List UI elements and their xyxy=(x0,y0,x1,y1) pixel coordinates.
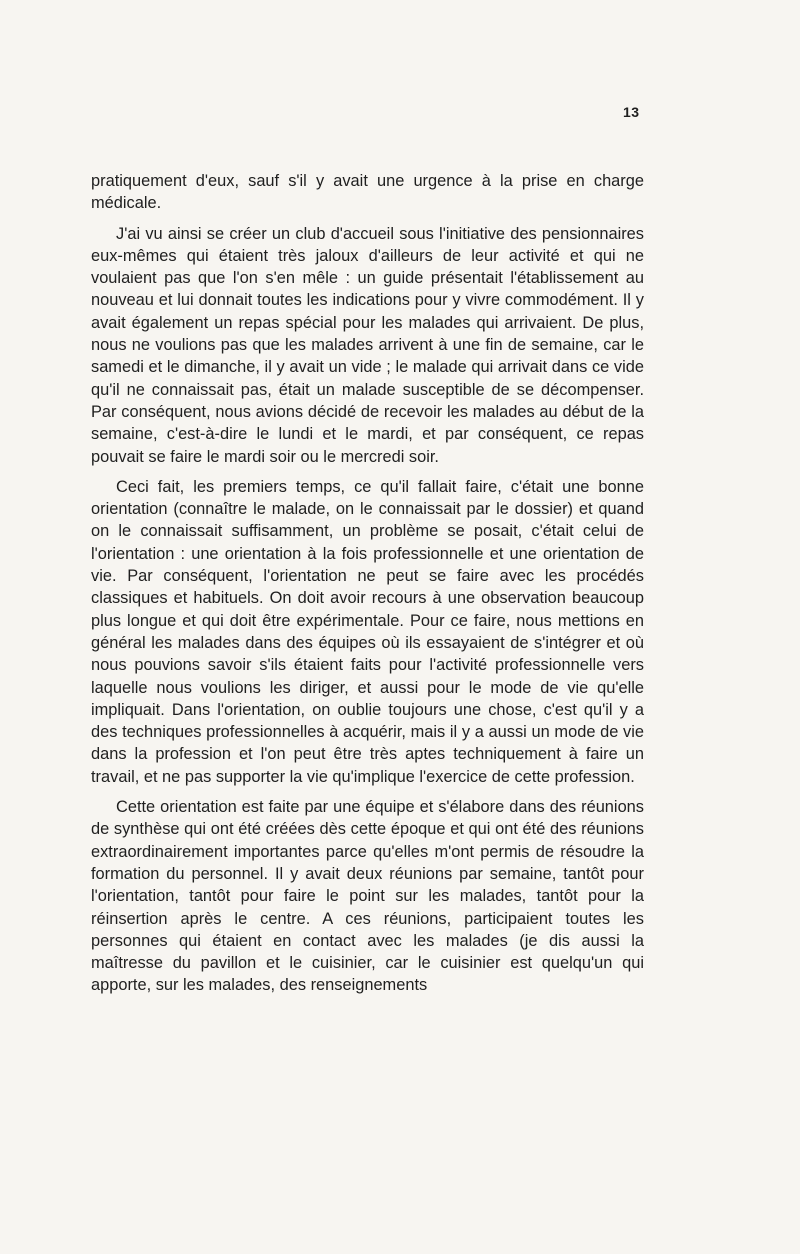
paragraph-2: J'ai vu ainsi se créer un club d'accueil sous l'initiative des pensionnaires eux-mêmes qui étaient très jaloux d'ailleurs de leur activité et qui ne voulaient pas que l'on s'en mêle : un guide présentait l'établissement au nouveau et lui donnait toutes les indications pour y vivre commodément. Il y avait également un repas spécial pour les malades qui arrivaient. De plus, nous ne voulions pas que les malades arrivent à une fin de semaine, car le samedi et le dimanche, il y avait un vide ; le malade qui arrivait dans ce vide qu'il ne connaissait pas, était un malade susceptible de se décompenser. Par conséquent, nous avions décidé de recevoir les malades au début de la semaine, c'est-à-dire le lundi et le mardi, et par conséquent, ce repas pouvait se faire le mardi soir ou le mercredi soir. xyxy=(91,224,644,466)
page-number: 13 xyxy=(623,104,640,120)
body-text xyxy=(91,170,644,997)
paragraph-1: pratiquement d'eux, sauf s'il y avait une urgence à la prise en charge médicale. xyxy=(91,172,644,213)
paragraph-4: Cette orientation est faite par une équipe et s'élabore dans des réunions de synthèse qui ont été créées dès cette époque et qui ont été des réunions extraordinairement importantes parce qu'elles m'ont permis de résoudre la formation du personnel. Il y avait deux réunions par semaine, tantôt pour l'orientation, tantôt pour faire le point sur les malades, tantôt pour la réinsertion après le centre. A ces réunions, participaient toutes les personnes qui étaient en contact avec les malades (je dis aussi la maîtresse du pavillon et le cuisinier, car le cuisinier est quelqu'un qui apporte, sur les malades, des renseignements xyxy=(91,798,644,995)
paragraph-3: Ceci fait, les premiers temps, ce qu'il fallait faire, c'était une bonne orientation (connaître le malade, on le connaissait par le dossier) et quand on le connaissait suffisamment, un problème se posait, c'était celui de l'orientation : une orientation à la fois professionnelle et une orientation de vie. Par conséquent, l'orientation ne peut se faire avec les procédés classiques et habituels. On doit avoir recours à une observation beaucoup plus longue et qui doit être expérimentale. Pour ce faire, nous mettions en général les malades dans des équipes où ils essayaient de s'intégrer et où nous pouvions savoir s'ils étaient faits pour l'activité professionnelle vers laquelle nous voulions les diriger, et aussi pour le mode de vie qu'elle impliquait. Dans l'orientation, on oublie toujours une chose, c'est qu'il y a des techniques professionnelles à acquérir, mais il y a aussi un mode de vie dans la profession et l'on peut être très aptes techniquement à faire un travail, et ne pas supporter la vie qu'implique l'exercice de cette profession. xyxy=(91,477,644,786)
